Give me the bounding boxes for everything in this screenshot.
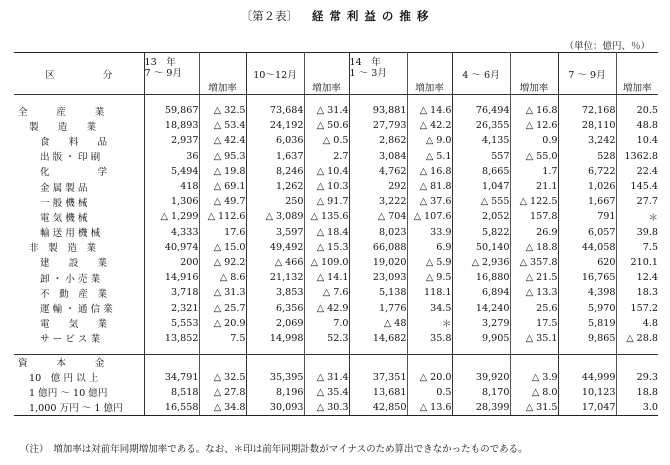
rate-cell: △ 31.5 [510,400,558,415]
value-cell: 14,916 [144,270,199,285]
value-cell: 200 [144,255,199,270]
value-cell: △ 704 [349,209,407,224]
value-cell: 4,398 [558,285,616,300]
value-cell: 5,970 [558,300,616,315]
value-cell: 2,321 [144,300,199,315]
rate-cell: 118.1 [407,285,452,300]
rate-cell: △ 14.1 [304,270,349,285]
rate-cell: ＊ [407,316,452,331]
rate-cell: △ 9.0 [407,133,452,148]
row-label: 化 学 [40,167,108,179]
spacer-row [14,346,658,355]
rate-cell: △ 12.6 [510,118,558,133]
rate-cell: △ 16.8 [510,103,558,118]
header-period-5: 7 ～ 9月 [558,53,616,95]
value-cell: 3,084 [349,149,407,164]
rate-cell: △ 109.0 [304,255,349,270]
value-cell: 44,999 [558,370,616,385]
rate-cell: △ 42.4 [199,133,246,148]
header-row [14,53,658,95]
value-cell: △ 466 [246,255,304,270]
rate-cell: 18.8 [616,385,658,400]
rate-cell: △ 91.7 [304,194,349,209]
row-label: 出 版 ・ 印 刷 [40,152,101,164]
table-row [14,118,658,133]
value-cell [246,355,304,370]
rate-cell [510,355,558,370]
rate-cell: 22.4 [616,164,658,179]
rate-cell [199,355,246,370]
rate-cell: ＊ [616,209,658,224]
table-row [14,355,658,370]
value-cell: 28,110 [558,118,616,133]
value-cell [349,355,407,370]
row-label: 非 製 造 業 [29,243,97,255]
row-label: 電 気 機 械 [40,212,88,224]
value-cell: 9,905 [452,331,510,346]
rate-cell: △ 8.6 [199,270,246,285]
row-label: 建 設 業 [40,258,108,270]
value-cell: △ 555 [452,194,510,209]
rate-cell: △ 13.6 [407,400,452,415]
value-cell: 5,553 [144,316,199,331]
table-row [14,385,658,400]
value-cell: 8,518 [144,385,199,400]
rate-cell: 145.4 [616,179,658,194]
row-label: サ ー ビ ス 業 [40,334,101,346]
value-cell: 557 [452,149,510,164]
value-cell: 2,862 [349,133,407,148]
value-cell: 13,852 [144,331,199,346]
value-cell: 2,937 [144,133,199,148]
value-cell: 250 [246,194,304,209]
rate-cell: △ 34.8 [199,400,246,415]
value-cell: 3,597 [246,225,304,240]
rate-cell: △ 112.6 [199,209,246,224]
value-cell: 18,893 [144,118,199,133]
header-rate-1: 増加率 [199,53,246,95]
rate-cell: △ 7.6 [304,285,349,300]
value-cell: 13,681 [349,385,407,400]
table-row [14,270,658,285]
rate-cell: △ 0.5 [304,133,349,148]
table-row [14,300,658,315]
value-cell: 66,088 [349,240,407,255]
value-cell: 19,020 [349,255,407,270]
row-label: 1,000 万円 ～ 1 億円 [14,400,144,415]
value-cell: 3,242 [558,133,616,148]
rate-cell: 4.8 [616,316,658,331]
value-cell: 1,776 [349,300,407,315]
rate-cell [407,355,452,370]
rate-cell: △ 5.1 [407,149,452,164]
rate-cell: △ 28.8 [616,331,658,346]
value-cell: 6,036 [246,133,304,148]
value-cell: 3,279 [452,316,510,331]
rate-cell: △ 32.5 [199,370,246,385]
value-cell: 292 [349,179,407,194]
header-period-1: 13 年 7 ～ 9月 [144,53,199,95]
rate-cell: △ 21.5 [510,270,558,285]
value-cell: 36 [144,149,199,164]
value-cell: 21,132 [246,270,304,285]
footnote: （注） 増加率は対前年同期増加率である。なお、＊印は前年同期計数がマイナスのため算出できなかったものである。 [20,444,528,455]
header-category: 区 分 [14,53,144,95]
row-label: 一 般 機 械 [40,197,88,209]
rate-cell: 1362.8 [616,149,658,164]
value-cell: 1,047 [452,179,510,194]
value-cell: 6,356 [246,300,304,315]
rate-cell: 26.9 [510,225,558,240]
value-cell: 93,881 [349,103,407,118]
rate-cell: △ 42.9 [304,300,349,315]
rate-cell: △ 20.0 [407,370,452,385]
value-cell: 16,765 [558,270,616,285]
table-row [14,285,658,300]
value-cell: 34,791 [144,370,199,385]
rate-cell: △ 31.4 [304,103,349,118]
value-cell: 17,047 [558,400,616,415]
value-cell: △ 1,299 [144,209,199,224]
value-cell: 1,637 [246,149,304,164]
table-row [14,133,658,148]
rate-cell: △ 14.6 [407,103,452,118]
rate-cell: 157.8 [510,209,558,224]
row-label: 卸 ・ 小 売 業 [40,273,101,285]
value-cell: 30,093 [246,400,304,415]
rate-cell: 10.4 [616,133,658,148]
value-cell: 72,168 [558,103,616,118]
value-cell: 1,262 [246,179,304,194]
rate-cell: △ 35.1 [510,331,558,346]
rate-cell: △ 35.4 [304,385,349,400]
value-cell: 8,246 [246,164,304,179]
value-cell: 6,057 [558,225,616,240]
rate-cell: 6.9 [407,240,452,255]
value-cell: 3,853 [246,285,304,300]
value-cell: 16,880 [452,270,510,285]
row-label: 金 属 製 品 [40,182,88,194]
rate-cell: △ 25.7 [199,300,246,315]
rate-cell: 33.9 [407,225,452,240]
value-cell [452,355,510,370]
value-cell: 39,920 [452,370,510,385]
rate-cell: 18.3 [616,285,658,300]
value-cell: 10,123 [558,385,616,400]
value-cell: 3,718 [144,285,199,300]
value-cell: △ 48 [349,316,407,331]
rate-cell: △ 50.6 [304,118,349,133]
rate-cell: △ 8.0 [510,385,558,400]
value-cell: 418 [144,179,199,194]
rate-cell: 0.5 [407,385,452,400]
rate-cell: △ 18.4 [304,225,349,240]
rate-cell: 29.3 [616,370,658,385]
value-cell: 5,138 [349,285,407,300]
rate-cell: 39.8 [616,225,658,240]
value-cell: 26,355 [452,118,510,133]
value-cell: 8,023 [349,225,407,240]
value-cell: 9,865 [558,331,616,346]
table-row [14,164,658,179]
value-cell: 4,762 [349,164,407,179]
row-label: 不 動 産 業 [40,288,108,300]
rate-cell [304,355,349,370]
row-label: 10 億 円 以 上 [29,373,99,385]
value-cell: △ 2,936 [452,255,510,270]
value-cell [144,355,199,370]
rate-cell: 35.8 [407,331,452,346]
rate-cell: 7.5 [616,240,658,255]
rate-cell: 157.2 [616,300,658,315]
value-cell: 620 [558,255,616,270]
rate-cell: △ 49.7 [199,194,246,209]
rate-cell: 0.9 [510,133,558,148]
row-label: 全 産 業 [18,106,105,118]
row-label: 資 本 金 [14,355,144,370]
value-cell: △ 3,089 [246,209,304,224]
rate-cell: △ 92.2 [199,255,246,270]
spacer-row [14,95,658,104]
rate-cell: 17.6 [199,225,246,240]
rate-cell: 12.4 [616,270,658,285]
value-cell: 14,998 [246,331,304,346]
value-cell: 4,333 [144,225,199,240]
rate-cell: △ 135.6 [304,209,349,224]
value-cell: 40,974 [144,240,199,255]
table-row [14,225,658,240]
rate-cell: △ 81.8 [407,179,452,194]
table-row [14,331,658,346]
header-period-4: 4 ～ 6月 [452,53,510,95]
value-cell: 4,135 [452,133,510,148]
value-cell: 8,665 [452,164,510,179]
rate-cell: △ 55.0 [510,149,558,164]
value-cell: 1,026 [558,179,616,194]
value-cell: 44,058 [558,240,616,255]
ordinary-profit-table [14,52,658,416]
value-cell: 50,140 [452,240,510,255]
rate-cell: △ 69.1 [199,179,246,194]
table-row [14,255,658,270]
value-cell: 2,069 [246,316,304,331]
value-cell: 8,170 [452,385,510,400]
header-rate-4: 増加率 [510,53,558,95]
table-row [14,209,658,224]
rate-cell: 1.7 [510,164,558,179]
rate-cell: △ 19.8 [199,164,246,179]
rate-cell: △ 5.9 [407,255,452,270]
value-cell: 49,492 [246,240,304,255]
header-rate-3: 増加率 [407,53,452,95]
table-row [14,179,658,194]
rate-cell: △ 13.3 [510,285,558,300]
rate-cell: 7.0 [304,316,349,331]
table-title [0,8,670,24]
value-cell: 1,667 [558,194,616,209]
rate-cell: △ 31.4 [304,370,349,385]
value-cell: 2,052 [452,209,510,224]
rate-cell: △ 31.3 [199,285,246,300]
rate-cell: △ 95.3 [199,149,246,164]
row-label: 1 億円 ～ 10 億円 [29,388,108,400]
table-row [14,400,658,415]
rate-cell: 27.7 [616,194,658,209]
rate-cell: 52.3 [304,331,349,346]
value-cell: 6,722 [558,164,616,179]
value-cell: 528 [558,149,616,164]
table-row [14,149,658,164]
rate-cell: △ 10.3 [304,179,349,194]
rate-cell: △ 30.3 [304,400,349,415]
rate-cell: 34.5 [407,300,452,315]
rate-cell [616,355,658,370]
row-label: 運 輸 ・ 通 信 業 [40,304,113,316]
value-cell: 24,192 [246,118,304,133]
rate-cell: △ 10.4 [304,164,349,179]
rate-cell: △ 42.2 [407,118,452,133]
rate-cell: 210.1 [616,255,658,270]
value-cell: 42,850 [349,400,407,415]
rate-cell: △ 357.8 [510,255,558,270]
row-label: 製 造 業 [29,121,97,133]
value-cell: 14,682 [349,331,407,346]
rate-cell: △ 107.6 [407,209,452,224]
table-row [14,316,658,331]
rate-cell: △ 37.6 [407,194,452,209]
row-label: 電 気 業 [40,319,108,331]
header-rate-2: 増加率 [304,53,349,95]
table-row [14,103,658,118]
rate-cell: 20.5 [616,103,658,118]
value-cell: 37,351 [349,370,407,385]
rate-cell: 2.7 [304,149,349,164]
value-cell: 5,822 [452,225,510,240]
header-period-3: 14 年 1 ～ 3月 [349,53,407,95]
rate-cell: 3.0 [616,400,658,415]
value-cell: 28,399 [452,400,510,415]
value-cell: 16,558 [144,400,199,415]
value-cell: 35,395 [246,370,304,385]
header-period-2: 10～12月 [246,53,304,95]
table-row [14,240,658,255]
rate-cell: 21.1 [510,179,558,194]
table-title-text: 経 常 利 益 の 推 移 [311,9,430,23]
value-cell: 8,196 [246,385,304,400]
table-row [14,370,658,385]
table-number: 〔第２表〕 [240,9,299,23]
rate-cell: 7.5 [199,331,246,346]
rate-cell: △ 9.5 [407,270,452,285]
value-cell: 76,494 [452,103,510,118]
rate-cell: △ 18.8 [510,240,558,255]
value-cell: 23,093 [349,270,407,285]
rate-cell: 17.5 [510,316,558,331]
value-cell: 791 [558,209,616,224]
rate-cell: △ 27.8 [199,385,246,400]
rate-cell: △ 20.9 [199,316,246,331]
row-label: 食 料 品 [40,136,108,148]
value-cell: 1,306 [144,194,199,209]
rate-cell: △ 53.4 [199,118,246,133]
table-body [14,95,658,416]
value-cell: 73,684 [246,103,304,118]
row-label: 輸 送 用 機 械 [40,228,101,240]
value-cell: 14,240 [452,300,510,315]
value-cell: 6,894 [452,285,510,300]
rate-cell: △ 16.8 [407,164,452,179]
rate-cell: 48.8 [616,118,658,133]
unit-note: （単位：億円、％） [564,41,650,52]
value-cell: 59,867 [144,103,199,118]
value-cell: 5,819 [558,316,616,331]
value-cell: 3,222 [349,194,407,209]
rate-cell: △ 15.0 [199,240,246,255]
rate-cell: △ 122.5 [510,194,558,209]
rate-cell: 25.6 [510,300,558,315]
value-cell: 27,793 [349,118,407,133]
rate-cell: △ 32.5 [199,103,246,118]
rate-cell: △ 15.3 [304,240,349,255]
value-cell [558,355,616,370]
header-rate-5: 増加率 [616,53,658,95]
rate-cell: △ 3.9 [510,370,558,385]
value-cell: 5,494 [144,164,199,179]
table-row [14,194,658,209]
